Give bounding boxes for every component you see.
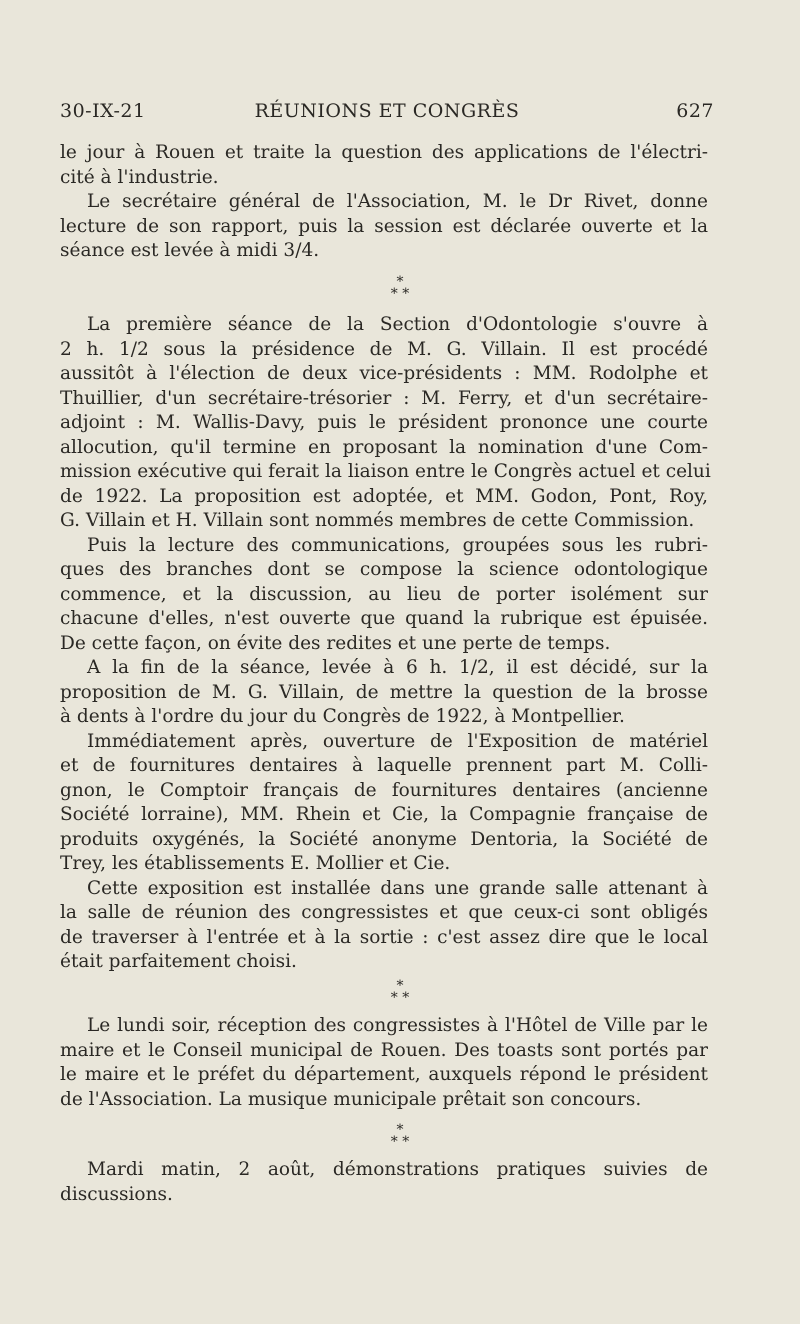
text-line: G. Villain et H. Villain sont nommés membres de cette Commission. [60,510,695,531]
text-line: Trey, les établissements E. Mollier et Cie. [60,853,451,874]
text-line: mission exécutive qui ferait la liaison entre le Congrès actuel et celui [60,461,711,482]
text-line: Le secrétaire général de l'Association, M. le Dr Rivet, donne [87,191,708,212]
text-line: Puis la lecture des communications, groupées sous les rubri- [87,534,708,556]
text-line: ques des branches dont se compose la science odontologique [60,559,708,580]
section-asterism: * * * [390,1122,410,1150]
text-line: gnon, le Comptoir français de fournitures dentaires (ancienne [60,779,708,801]
text-line: Cette exposition est installée dans une grande salle attenant à [87,877,708,899]
text-line: maire et le Conseil municipal de Rouen. Des toasts sont portés par [60,1039,708,1061]
text-line: De cette façon, on évite des redites et une perte de temps. [60,632,611,654]
paragraph-block-1 [60,141,708,264]
section-asterism: * * * [390,274,410,302]
running-header [60,100,714,130]
text-line: 2 h. 1/2 sous la présidence de M. G. Villain. Il est procédé [60,338,708,360]
text-line: Thuillier, d'un secrétaire-trésorier : M. Ferry, et d'un secrétaire- [60,387,708,409]
text-line: chacune d'elles, n'est ouverte que quand la rubrique est épuisée. [60,608,708,629]
header-date: 30-IX-21 [60,100,146,122]
text-line: était parfaitement choisi. [60,951,297,972]
text-line: adjoint : M. Wallis-Davy, puis le président prononce une courte [60,412,708,433]
paragraph-block-2 [60,313,711,975]
text-line: Le lundi soir, réception des congressistes à l'Hôtel de Ville par le [87,1015,708,1036]
text-line: discussions. [60,1183,173,1205]
text-line: A la fin de la séance, levée à 6 h. 1/2, il est décidé, sur la [87,657,708,678]
page-number: 627 [676,100,714,122]
text-line: proposition de M. G. Villain, de mettre la question de la brosse [60,681,708,703]
paragraph-block-3 [60,1014,708,1112]
text-line: La première séance de la Section d'Odontologie s'ouvre à [87,314,708,335]
section-asterism: * * * [390,978,410,1006]
text-line: Mardi matin, 2 août, démonstrations pratiques suivies de [87,1159,708,1180]
text-line: séance est levée à midi 3/4. [60,240,320,261]
paragraph-block-4 [60,1158,708,1207]
text-line: de l'Association. La musique municipale prêtait son concours. [60,1088,642,1110]
text-line: cité à l'industrie. [60,166,219,188]
text-line: Société lorraine), MM. Rhein et Cie, la Compagnie française de [60,804,708,825]
text-line: allocution, qu'il termine en proposant la nomination d'une Com- [60,436,708,458]
text-line: commence, et la discussion, au lieu de porter isolément sur [60,583,708,605]
text-line: le maire et le préfet du département, auxquels répond le président [60,1064,708,1085]
text-line: à dents à l'ordre du jour du Congrès de 1922, à Montpellier. [60,706,625,727]
text-line: le jour à Rouen et traite la question des applications de l'électri- [60,142,708,163]
text-line: Immédiatement après, ouverture de l'Exposition de matériel [87,730,708,752]
text-line: et de fournitures dentaires à laquelle prennent part M. Colli- [60,755,708,776]
text-line: la salle de réunion des congressistes et que ceux-ci sont obligés [60,902,708,923]
text-line: de traverser à l'entrée et à la sortie : c'est assez dire que le local [60,926,708,948]
text-line: produits oxygénés, la Société anonyme Dentoria, la Société de [60,828,708,850]
text-line: lecture de son rapport, puis la session est déclarée ouverte et la [60,215,708,237]
text-line: aussitôt à l'élection de deux vice-présidents : MM. Rodolphe et [60,363,708,384]
header-title: RÉUNIONS ET CONGRÈS [254,100,520,122]
text-line: de 1922. La proposition est adoptée, et MM. Godon, Pont, Roy, [60,485,708,507]
